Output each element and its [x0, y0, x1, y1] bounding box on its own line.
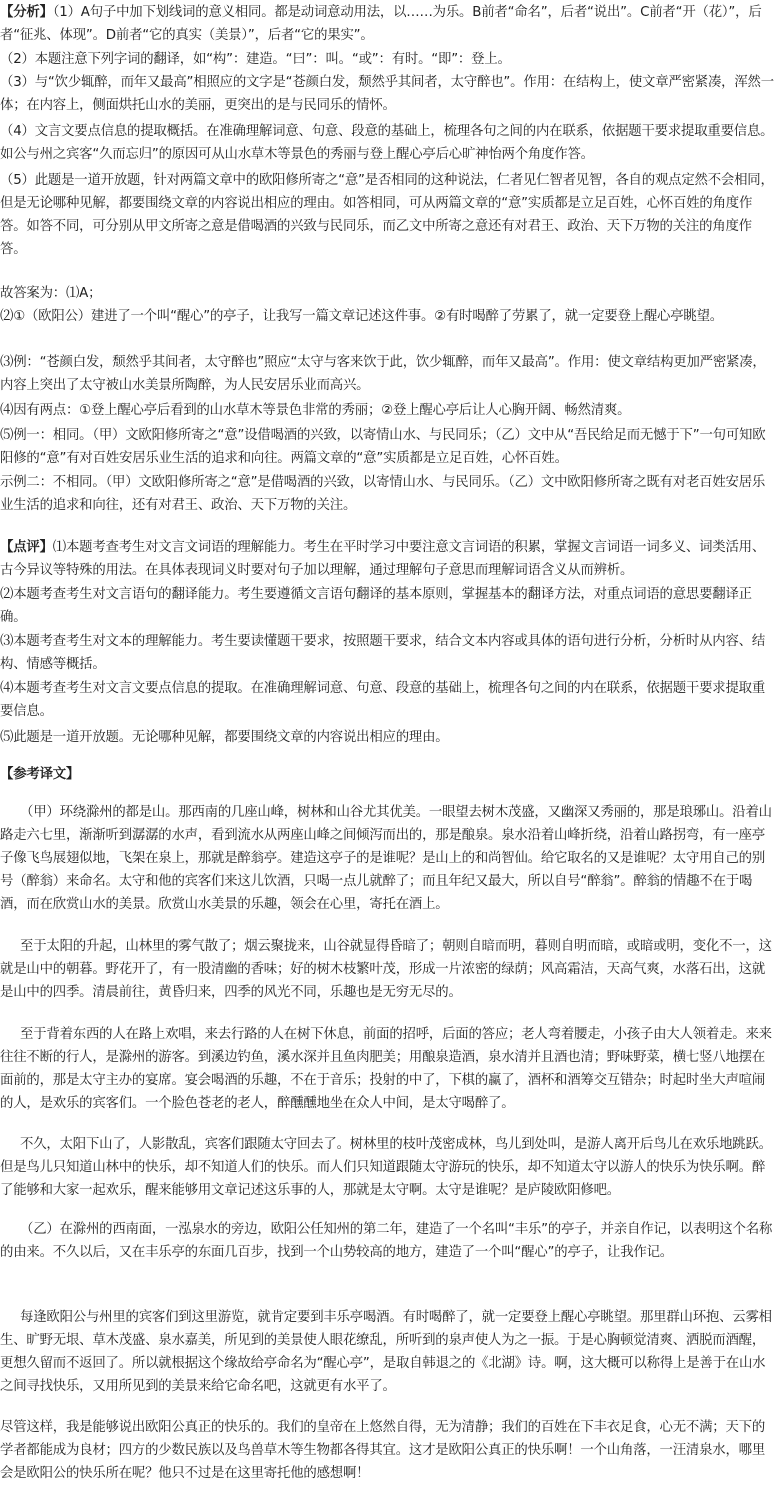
translation-paragraph-6: 每逢欧阳公与州里的宾客们到这里游览，就肯定要到丰乐亭喝酒。有时喝醉了，就一定要登上醒心亭眺望。那里群山环抱、云雾相生、旷野无垠、草木茂盛、泉水嘉美，所见到的美景使人眼花缭乱，所听到的泉声使人为之一振。于是心胸顿觉清爽、洒脱而酒醒，更想久留而不返回了。所以就根据这个缘故给亭命名为“醒心亭”，是取自韩退之的《北湖》诗。啊，这大概可以称得上是善于在山水之间寻找快乐，又用所见到的美景来给它命名吧，这就更有水平了。 [0, 1310, 772, 1394]
translation-paragraph-3: 至于背着东西的人在路上欢唱，来去行路的人在树下休息，前面的招呼，后面的答应；老人弯着腰走，小孩子由大人领着走。来来往往不断的行人，是滁州的游客。到溪边钓鱼，溪水深并且鱼肉肥美；用酿泉造酒，泉水清并且酒也清；野味野菜，横七竖八地摆在面前的，那是太守主办的宴席。宴会喝酒的乐趣，不在于音乐；投射的中了，下棋的赢了，酒杯和酒筹交互错杂；时起时坐大声喧闹的人，是欢乐的宾客们。一个脸色苍老的老人，醉醺醺地坐在众人中间，是太守喝醉了。 [0, 1027, 772, 1111]
comment-paragraph-2: ⑵本题考查考生对文言语句的翻译能力。考生要遵循文言语句翻译的基本原则，掌握基本的翻译方法，对重点词语的意思要翻译正确。 [0, 587, 752, 625]
analysis-paragraph-3: （3）与“饮少辄醉，而年又最高”相照应的文字是“苍颜白发，颓然乎其间者，太守醉也”。作用：在结构上，使文章严密紧凑，浑然一体；在内容上，侧面烘托山水的美丽，更突出的是与民同乐的情怀。 [0, 75, 774, 113]
translation-label: 【参考译文】 [0, 767, 80, 782]
answer-line-3: ⑶例：“苍颜白发，颓然乎其间者，太守醉也”照应“太守与客来饮于此，饮少辄醉，而年又最高”。作用：使文章结构更加严密紧凑，内容上突出了太守被山水美景所陶醉，为人民安居乐业而高兴。 [0, 355, 766, 393]
answer-line-2: ⑵①（欧阳公）建进了一个叫“醒心”的亭子，让我写一篇文章记述这件事。②有时喝醉了劳累了，就一定要登上醒心亭眺望。 [0, 309, 723, 324]
translation-heading [0, 763, 79, 786]
comment-paragraph-1 [0, 536, 776, 582]
answer-line-4: ⑷因有两点：①登上醒心亭后看到的山水草木等景色非常的秀丽；②登上醒心亭后让人心胸开阔、畅然清爽。 [0, 403, 631, 418]
answer-line-5: ⑸例一：相同。（甲）文欧阳修所寄之“意”设借喝酒的兴致，以寄情山水、与民同乐；（乙）文中从“吾民给足而无憾于下”一句可知欧阳修的“意”有对百姓安居乐业生活的追求和向往。两篇文章的“意”实质都是立足百姓，心怀百姓。 [0, 428, 766, 466]
comment-label: 【点评】 [0, 540, 53, 555]
translation-paragraph-7: 尽管这样，我是能够说出欧阳公真正的快乐的。我们的皇帝在上悠然自得，无为清静；我们的百姓在下丰衣足食，心无不满；天下的学者都能成为良材；四方的少数民族以及鸟兽草木等生物都各得其宜。这才是欧阳公真正的快乐啊！一个山角落，一汪清泉水，哪里会是欧阳公的快乐所在呢？他只不过是在这里寄托他的感想啊！ [0, 1420, 766, 1481]
answer-line-1: 故答案为：⑴A； [0, 286, 102, 301]
analysis-paragraph-5: （5）此题是一道开放题，针对两篇文章中的欧阳修所寄之“意”是否相同的这种说法，仁者见仁智者见智，各自的观点定然不会相同，但是无论哪种见解，都要围绕文章的内容说出相应的理由。如答相同，可从两篇文章的“意”实质都是立足百姓，心怀百姓的角度作答。如答不同，可分别从甲文所寄之意是借喝酒的兴致与民同乐，而乙文中所寄之意还有对君王、政治、天下万物的关注的角度作答。 [0, 173, 774, 257]
comment-paragraph-3: ⑶本题考查考生对文本的理解能力。考生要读懂题干要求，按照题干要求，结合文本内容或具体的语句进行分析，分析时从内容、结构、情感等概括。 [0, 634, 766, 672]
translation-paragraph-1: （甲）环绕滁州的都是山。那西南的几座山峰，树林和山谷尤其优美。一眼望去树木茂盛，又幽深又秀丽的，那是琅琊山。沿着山路走六七里，渐渐听到潺潺的水声，看到流水从两座山峰之间倾泻而出的，那是酿泉。泉水沿着山峰折绕，沿着山路拐弯，有一座亭子像飞鸟展翅似地，飞架在泉上，那就是醉翁亭。建造这亭子的是谁呢？是山上的和尚智仙。给它取名的又是谁呢？太守用自己的别号（醉翁）来命名。太守和他的宾客们来这儿饮酒，只喝一点儿就醉了；而且年纪又最大，所以自号“醉翁”。醉翁的情趣不在于喝酒，而在欣赏山水的美景。欣赏山水美景的乐趣，领会在心里，寄托在酒上。 [0, 805, 772, 912]
answer-line-6: 示例二：不相同。（甲）文欧阳修所寄之“意”是借喝酒的兴致，以寄情山水、与民同乐。（乙）文中欧阳修所寄之既有对老百姓安居乐业生活的追求和向往，还有对君王、政治、天下万物的关注。 [0, 475, 766, 513]
translation-paragraph-4: 不久，太阳下山了，人影散乱，宾客们跟随太守回去了。树林里的枝叶茂密成林，鸟儿到处叫，是游人离开后鸟儿在欢乐地跳跃。但是鸟儿只知道山林中的快乐，却不知道人们的快乐。而人们只知道跟随太守游玩的快乐，却不知道太守以游人的快乐为快乐啊。醉了能够和大家一起欢乐，醒来能够用文章记述这乐事的人，那就是太守啊。太守是谁呢？是庐陵欧阳修吧。 [0, 1137, 772, 1198]
analysis-p1-text: （1）A句子中加下划线词的意义相同。都是动词意动用法，以……为乐。B前者“命名”，后者“说出”。C前者“开（花）”，后者“征兆、体现”。D前者“它的真实（美景）”，后者“它的果实”。 [0, 5, 762, 43]
translation-paragraph-5: （乙）在滁州的西南面，一泓泉水的旁边，欧阳公任知州的第二年，建造了一个名叫“丰乐”的亭子，并亲自作记，以表明这个名称的由来。不久以后，又在丰乐亭的东面几百步，找到一个山势较高的地方，建造了一个叫“醒心”的亭子，让我作记。 [0, 1222, 773, 1260]
analysis-paragraph-1 [0, 1, 776, 47]
comment-c1-text: ⑴本题考查考生对文言文词语的理解能力。考生在平时学习中要注意文言词语的积累，掌握文言词语一词多义、词类活用、古今异议等特殊的用法。在具体表现词义时要对句子加以理解，通过理解句子意思而理解词语含义从而辨析。 [0, 540, 766, 578]
comment-paragraph-4: ⑷本题考查考生对文言文要点信息的提取。在准确理解词意、句意、段意的基础上，梳理各句之间的内在联系，依据题干要求提取重要信息。 [0, 681, 766, 719]
analysis-paragraph-2: （2）本题注意下列字词的翻译，如“构”：建造。“曰”：叫。“或”：有时。“即”：登上。 [0, 52, 511, 67]
translation-paragraph-2: 至于太阳的升起，山林里的雾气散了；烟云聚拢来，山谷就显得昏暗了；朝则自暗而明，暮则自明而暗，或暗或明，变化不一，这就是山中的朝暮。野花开了，有一股清幽的香味；好的树木枝繁叶茂，形成一片浓密的绿荫；风高霜洁，天高气爽，水落石出，这就是山中的四季。清晨前往，黄昏归来，四季的风光不同，乐趣也是无穷无尽的。 [0, 939, 772, 1000]
comment-paragraph-5: ⑸此题是一道开放题。无论哪种见解，都要围绕文章的内容说出相应的理由。 [0, 730, 449, 745]
analysis-label: 【分析】 [0, 5, 53, 20]
analysis-paragraph-4: （4）文言文要点信息的提取概括。在准确理解词意、句意、段意的基础上，梳理各句之间的内在联系，依据题干要求提取重要信息。如公与州之宾客“久而忘归”的原因可从山水草木等景色的秀丽与登上醒心亭后心旷神怡两个角度作答。 [0, 124, 774, 162]
